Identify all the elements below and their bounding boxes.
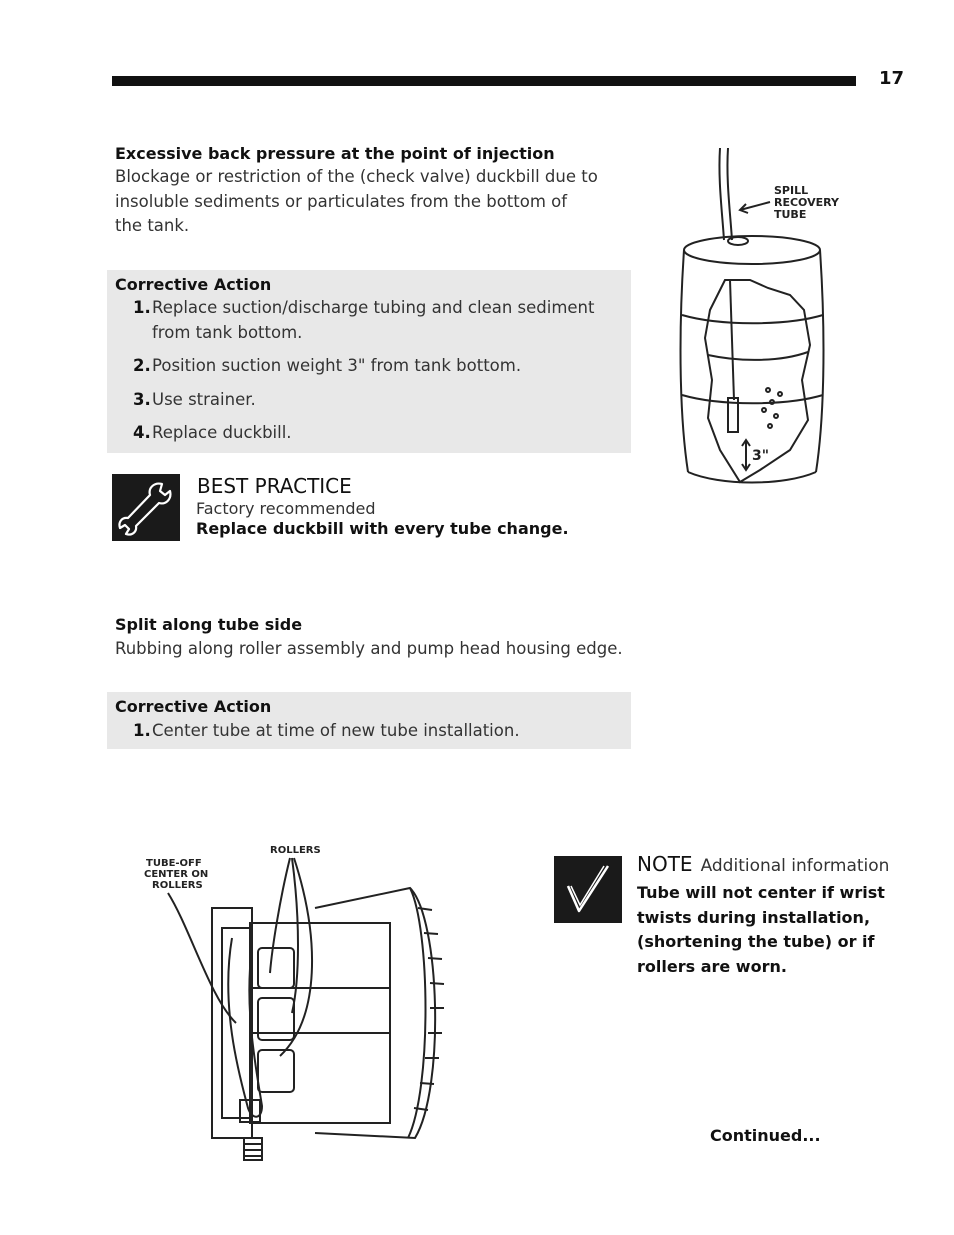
wrench-icon bbox=[112, 474, 180, 541]
best-practice-subtitle: Factory recommended bbox=[196, 499, 376, 518]
tank-dimension-label: 3" bbox=[752, 448, 770, 464]
description-line: the tank. bbox=[115, 216, 190, 235]
step-text: Position suction weight 3" from tank bottom. bbox=[152, 356, 522, 375]
note-line: twists during installation, bbox=[637, 907, 871, 927]
step-number: 4. bbox=[133, 423, 151, 442]
corrective-step bbox=[133, 296, 595, 345]
note-subtitle: Additional information bbox=[700, 856, 890, 876]
note-line: rollers are worn. bbox=[637, 956, 787, 976]
best-practice-title: BEST PRACTICE bbox=[197, 474, 352, 498]
corrective-step bbox=[133, 354, 522, 379]
description-line: Blockage or restriction of the (check valve) duckbill due to bbox=[115, 167, 598, 186]
section-description-back-pressure bbox=[115, 165, 598, 239]
corrective-step bbox=[133, 388, 256, 413]
best-practice-text: Replace duckbill with every tube change. bbox=[196, 519, 569, 538]
corrective-step bbox=[133, 421, 292, 446]
description-line: insoluble sediments or particulates from the bottom of bbox=[115, 191, 568, 211]
pump-label-line: TUBE-OFF bbox=[146, 858, 202, 869]
step-number: 1. bbox=[133, 298, 151, 317]
checkmark-icon bbox=[554, 856, 622, 923]
pump-rollers-label: ROLLERS bbox=[270, 845, 321, 856]
tank-label-line: SPILL bbox=[774, 184, 809, 197]
step-number: 2. bbox=[133, 356, 151, 375]
tank-label-line: TUBE bbox=[774, 208, 807, 221]
pump-label-line: ROLLERS bbox=[152, 880, 203, 891]
note-title: NOTE bbox=[637, 852, 693, 876]
step-number: 3. bbox=[133, 390, 151, 409]
section-heading-split: Split along tube side bbox=[115, 615, 303, 634]
note-body bbox=[637, 881, 887, 979]
corrective-action-title: Corrective Action bbox=[115, 275, 272, 294]
step-text: Replace duckbill. bbox=[152, 423, 292, 442]
corrective-step bbox=[133, 719, 520, 744]
section-heading-back-pressure: Excessive back pressure at the point of injection bbox=[115, 144, 555, 163]
header-rule bbox=[112, 76, 856, 86]
corrective-action-title: Corrective Action bbox=[115, 697, 272, 716]
step-number: 1. bbox=[133, 721, 151, 740]
section-description-split: Rubbing along roller assembly and pump head housing edge. bbox=[115, 639, 623, 658]
pump-head-illustration bbox=[140, 838, 470, 1168]
continued-label: Continued... bbox=[710, 1126, 821, 1145]
pump-label-line: CENTER ON bbox=[144, 869, 209, 880]
note-line: Tube will not center if wrist bbox=[637, 883, 885, 902]
step-text: Use strainer. bbox=[152, 390, 256, 409]
tank-label-line: RECOVERY bbox=[774, 196, 839, 209]
note-line: (shortening the tube) or if bbox=[637, 932, 875, 951]
step-text: Replace suction/discharge tubing and clean sediment bbox=[152, 298, 595, 317]
page-number: 17 bbox=[879, 68, 905, 89]
tank-illustration bbox=[660, 140, 880, 490]
step-text: from tank bottom. bbox=[152, 322, 303, 342]
step-text: Center tube at time of new tube installation. bbox=[152, 721, 520, 740]
note-header bbox=[637, 852, 889, 876]
